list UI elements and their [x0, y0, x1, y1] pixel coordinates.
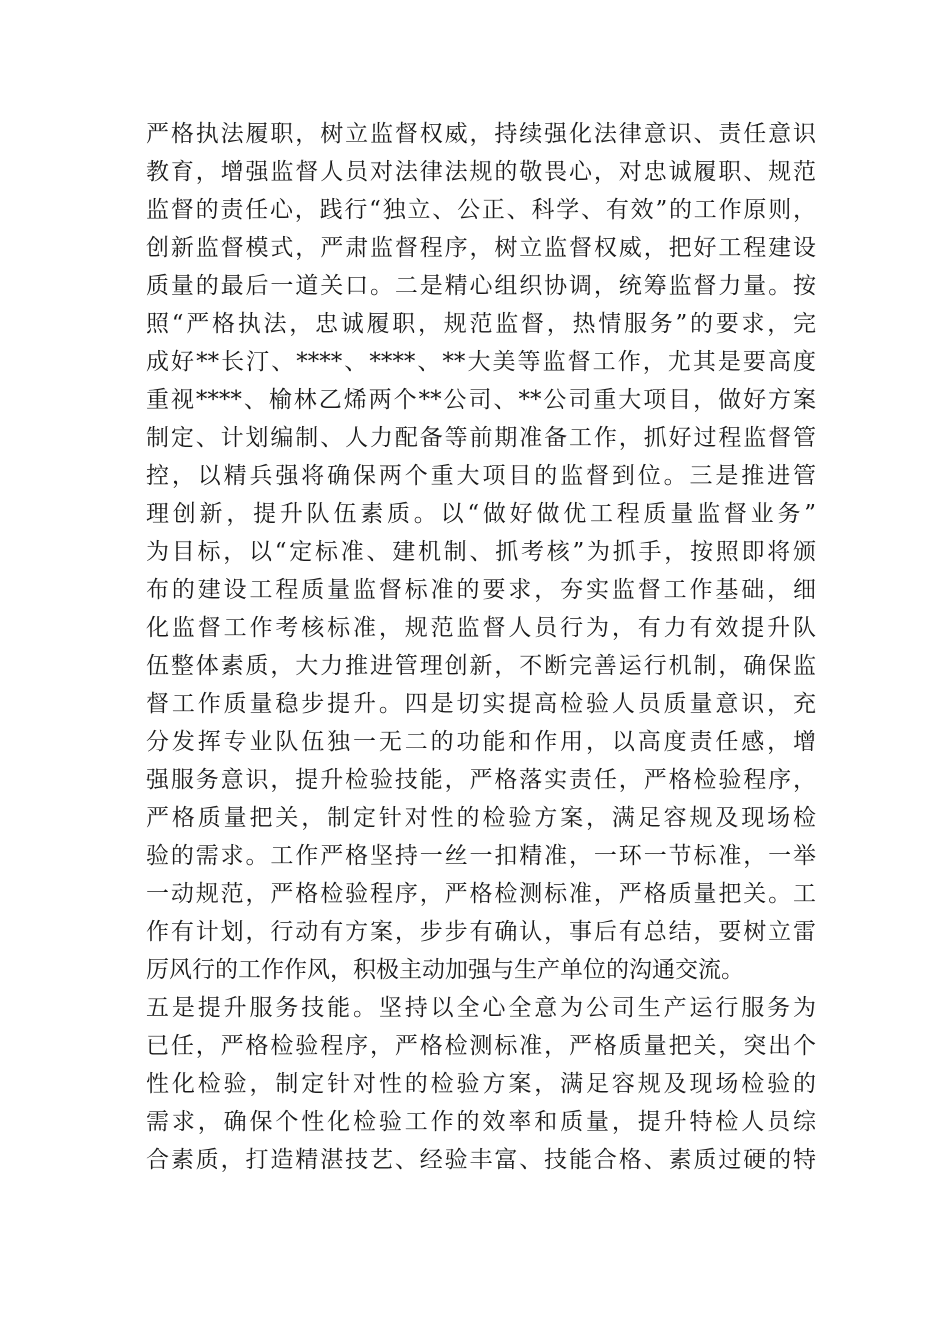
- text-line: 合素质，打造精湛技艺、经验丰富、技能合格、素质过硬的特: [146, 1147, 816, 1173]
- text-line: 分发挥专业队伍独一无二的功能和作用，以高度责任感，增: [146, 729, 816, 755]
- text-line: 已任，严格检验程序，严格检测标准，严格质量把关，突出个: [146, 1033, 816, 1059]
- text-line: 性化检验，制定针对性的检验方案，满足容规及现场检验的: [146, 1071, 816, 1097]
- text-line: 布的建设工程质量监督标准的要求，夯实监督工作基础，细: [146, 577, 816, 603]
- text-line: 验的需求。工作严格坚持一丝一扣精准，一环一节标准，一举: [146, 843, 816, 869]
- text-line: 厉风行的工作作风，积极主动加强与生产单位的沟通交流。: [146, 957, 744, 983]
- text-line: 创新监督模式，严肃监督程序，树立监督权威，把好工程建设: [146, 235, 816, 261]
- text-line: 作有计划，行动有方案，步步有确认，事后有总结，要树立雷: [146, 919, 816, 945]
- body-text: [146, 115, 816, 1179]
- text-line: 五是提升服务技能。坚持以全心全意为公司生产运行服务为: [146, 995, 816, 1021]
- text-line: 化监督工作考核标准，规范监督人员行为，有力有效提升队: [146, 615, 816, 641]
- text-line: 一动规范，严格检验程序，严格检测标准，严格质量把关。工: [146, 881, 816, 907]
- text-line: 教育，增强监督人员对法律法规的敬畏心，对忠诚履职、规范: [146, 159, 816, 185]
- text-line: 制定、计划编制、人力配备等前期准备工作，抓好过程监督管: [146, 425, 816, 451]
- text-line: 监督的责任心，践行“独立、公正、科学、有效”的工作原则，: [146, 197, 816, 223]
- text-line: 需求，确保个性化检验工作的效率和质量，提升特检人员综: [146, 1109, 816, 1135]
- text-line: 伍整体素质，大力推进管理创新，不断完善运行机制，确保监: [146, 653, 816, 679]
- text-line: 理创新，提升队伍素质。以“做好做优工程质量监督业务”: [146, 501, 816, 527]
- text-line: 严格执法履职，树立监督权威，持续强化法律意识、责任意识: [146, 121, 816, 147]
- text-line: 督工作质量稳步提升。四是切实提高检验人员质量意识，充: [146, 691, 816, 717]
- text-line: 为目标，以“定标准、建机制、抓考核”为抓手，按照即将颁: [146, 539, 816, 565]
- text-line: 严格质量把关，制定针对性的检验方案，满足容规及现场检: [146, 805, 816, 831]
- text-line: 重视****、榆林乙烯两个**公司、**公司重大项目，做好方案: [146, 387, 816, 413]
- text-line: 成好**长汀、****、****、**大美等监督工作，尤其是要高度: [146, 349, 816, 375]
- text-line: 强服务意识，提升检验技能，严格落实责任，严格检验程序，: [146, 767, 816, 793]
- text-line: 照“严格执法，忠诚履职，规范监督，热情服务”的要求，完: [146, 311, 816, 337]
- text-line: 质量的最后一道关口。二是精心组织协调，统筹监督力量。按: [146, 273, 816, 299]
- text-line: 控，以精兵强将确保两个重大项目的监督到位。三是推进管: [146, 463, 816, 489]
